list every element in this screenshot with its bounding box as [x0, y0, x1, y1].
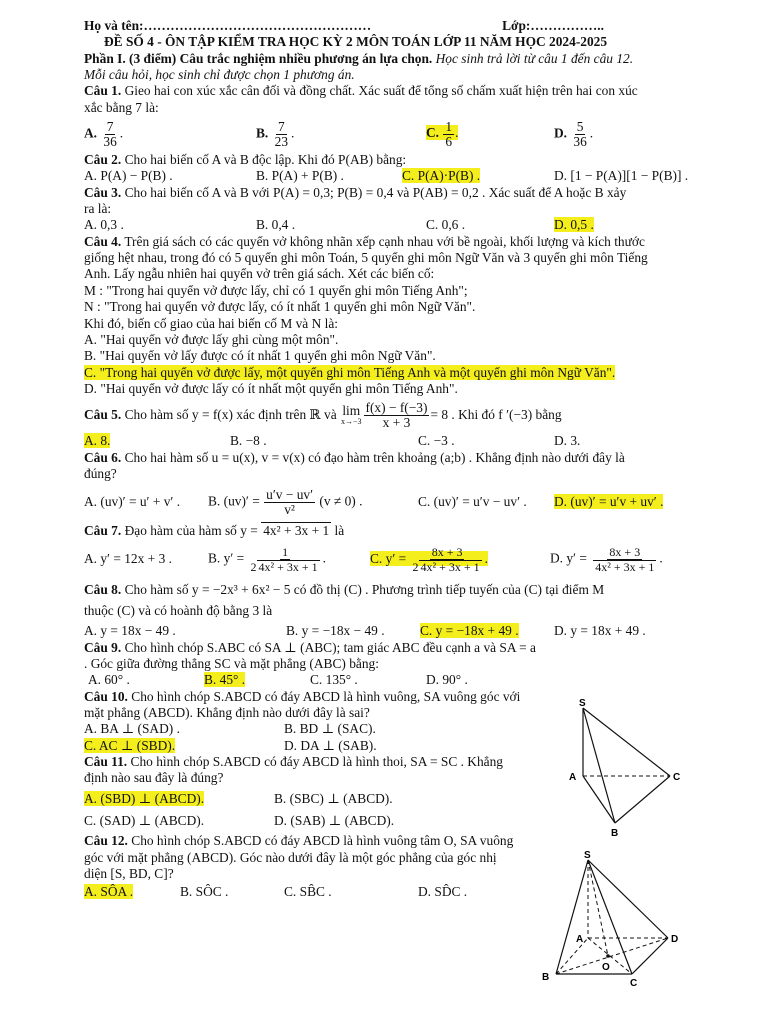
option-c[interactable]: C. "Trong hai quyển vở được lấy, một quyển ghi môn Tiếng Anh và một quyển ghi môn Ngữ Văn". — [84, 364, 616, 380]
question-number: Câu 12. — [84, 833, 128, 849]
option-c[interactable]: C. AC ⊥ (SBD). — [84, 737, 176, 753]
question-text: ra là: — [84, 201, 112, 217]
option-c[interactable]: C. y′ = $\frac{8x + 3}{\text{2 4x² + 3x + 1}}$ . — [370, 545, 489, 574]
option-a[interactable]: A. (SBD) ⊥ (ABCD). — [84, 790, 205, 806]
option-d[interactable]: D. "Hai quyển vở được lấy có ít nhất một quyển ghi môn Tiếng Anh". — [84, 380, 458, 396]
question-5 — [84, 397, 684, 433]
vertex-s-label: S — [584, 850, 591, 861]
option-a[interactable]: A. 8. — [84, 433, 111, 449]
event-n: N : "Trong hai quyển vở được lấy, có ít nhất 1 quyển ghi môn Ngữ Văn". — [84, 299, 476, 315]
question-text: Trên giá sách có các quyển vở không nhãn xếp cạnh nhau với bề ngoài, khối lượng và kích thước — [124, 233, 645, 249]
question-text: Đạo hàm của hàm số y = — [124, 523, 258, 539]
option-b[interactable]: B. y = −18x − 49 . — [286, 623, 385, 639]
option-b[interactable]: B. y′ = $\frac{1}{\text{2 4x² + 3x + 1}}$ . — [208, 545, 327, 574]
part-instruction: Học sinh trả lời từ câu 1 đến câu 12. — [435, 50, 634, 66]
question-text: Cho hình chóp S.ABCD có đáy ABCD là hình vuông tâm O, SA vuông — [131, 833, 514, 849]
q2-options — [84, 168, 689, 184]
option-c[interactable]: C. SB̂C . — [284, 884, 332, 900]
question-text: thuộc (C) và có hoành độ bằng 3 là — [84, 602, 273, 618]
vertex-a-label: A — [576, 934, 584, 945]
option-c[interactable]: C. 0,6 . — [426, 217, 466, 233]
question-9 — [84, 640, 684, 656]
option-d[interactable]: D. SD̂C . — [418, 884, 468, 900]
question-text: = 8 . Khi đó f ′(−3) bằng — [430, 407, 562, 423]
radical-expr: 4x² + 3x + 1 — [263, 523, 330, 539]
option-b[interactable]: B. $\frac{7}{23}$ . — [256, 118, 295, 149]
question-text: Khi đó, biến cố giao của hai biến cố M và N là: — [84, 315, 338, 331]
question-text: Cho hình chóp S.ABCD có đáy ABCD là hình vuông, SA vuông góc với — [131, 688, 521, 704]
vertex-c-label: C — [673, 772, 681, 783]
option-b[interactable]: B. SÔC . — [180, 884, 229, 900]
question-3 — [84, 185, 684, 201]
question-6 — [84, 450, 684, 466]
limit-operator: lim x→−3 — [341, 402, 362, 427]
option-d[interactable]: D. 0,5 . — [554, 217, 594, 233]
q6-options — [84, 482, 684, 522]
option-a[interactable]: A. "Hai quyển vở được lấy ghi cùng một môn". — [84, 331, 339, 347]
limit-fraction: $\frac{f(x) - f(-3)}{x + 3}$ — [365, 399, 428, 430]
option-a[interactable]: A. 0,3 . — [84, 217, 124, 233]
exam-title: ĐỀ SỐ 4 - ÔN TẬP KIỂM TRA HỌC KỲ 2 MÔN TOÁN LỚP 11 NĂM HỌC 2024-2025 — [104, 34, 608, 50]
vertex-d-label: D — [671, 934, 679, 945]
option-a[interactable]: A. y = 18x − 49 . — [84, 623, 176, 639]
question-text: Cho hàm số y = −2x³ + 6x² − 5 có đồ thị (C) . Phương trình tiếp tuyến của (C) tại điểm M — [124, 581, 605, 597]
option-c[interactable]: C. (uv)′ = u′v − uv′ . — [418, 494, 527, 510]
vertex-o-label: O — [602, 962, 610, 973]
option-d[interactable]: D. y′ = $\frac{8x + 3}{\text{4x² + 3x + 1}}$ . — [550, 545, 663, 574]
vertex-b-label: B — [542, 972, 550, 983]
option-a[interactable]: A. SÔA . — [84, 884, 134, 900]
option-b[interactable]: B. 45° . — [204, 672, 246, 688]
question-text: là — [334, 523, 345, 539]
option-d[interactable]: D. [1 − P(A)][1 − P(B)] . — [554, 168, 689, 184]
question-number: Câu 2. — [84, 152, 122, 168]
question-text: mặt phẳng (ABCD). Khẳng định nào dưới đây là sai? — [84, 705, 370, 720]
part-note: Mỗi câu hỏi, học sinh chỉ được chọn 1 phương án. — [84, 67, 355, 83]
option-c[interactable]: C. (SAD) ⊥ (ABCD). — [84, 813, 205, 829]
option-d[interactable]: D. y = 18x + 49 . — [554, 623, 646, 639]
option-a[interactable]: A. 60° . — [88, 672, 130, 688]
option-d[interactable]: D. DA ⊥ (SAB). — [284, 737, 377, 753]
option-d[interactable]: D. (uv)′ = u′v + uv′ . — [554, 494, 664, 510]
option-c[interactable]: C. $\frac{1}{6}$ . — [426, 118, 459, 149]
question-text: Cho hình chóp S.ABC có SA ⊥ (ABC); tam giác ABC đều cạnh a và SA = a — [124, 639, 536, 655]
question-2 — [84, 152, 684, 168]
question-7 — [84, 522, 684, 539]
option-d[interactable]: D. 3. — [554, 433, 581, 449]
question-number: Câu 6. — [84, 449, 122, 465]
vertex-b-label: B — [611, 828, 619, 838]
question-text: Cho hai biến cố A và B với P(A) = 0,3; P(B) = 0,4 và P(AB) = 0,2 . Xác suất để A hoặc B xảy — [124, 184, 627, 200]
question-number: Câu 10. — [84, 688, 128, 704]
q8-options — [84, 623, 684, 639]
option-a[interactable]: A. BA ⊥ (SAD) . — [84, 721, 180, 737]
vertex-s-label: S — [579, 698, 586, 709]
option-c[interactable]: C. 135° . — [310, 672, 358, 688]
option-b[interactable]: B. 0,4 . — [256, 217, 296, 233]
option-c[interactable]: C. P(A)·P(B) . — [402, 168, 481, 184]
question-text: Gieo hai con xúc xắc cân đối và đồng chất. Xác suất để tổng số chấm xuất hiện trên hai con xúc — [124, 83, 638, 99]
question-4 — [84, 234, 684, 250]
q1-options — [84, 116, 684, 152]
option-c[interactable]: C. y = −18x + 49 . — [420, 623, 519, 639]
name-field-label: Họ và tên:…………………………………………… — [84, 18, 372, 33]
question-text: Cho hai hàm số u = u(x), v = v(x) có đạo hàm trên khoảng (a;b) . Khẳng định nào dưới đây là — [124, 449, 625, 465]
question-text: định nào sau đây là đúng? — [84, 770, 224, 786]
header-row — [84, 18, 604, 34]
question-text: góc với mặt phẳng (ABCD). Góc nào dưới đây là một góc phẳng của góc nhị — [84, 849, 497, 865]
question-text: diện [S, BD, C]? — [84, 866, 174, 882]
part-heading: Phần I. (3 điểm) Câu trắc nghiệm nhiều phương án lựa chọn. — [84, 50, 433, 66]
class-field-label: Lớp:…………….. — [502, 18, 604, 33]
q3-options — [84, 217, 684, 233]
option-d[interactable]: D. 90° . — [426, 672, 468, 688]
question-1 — [84, 83, 684, 99]
option-b[interactable]: B. P(A) + P(B) . — [256, 168, 344, 184]
vertex-a-label: A — [569, 772, 577, 783]
question-text: đúng? — [84, 465, 117, 481]
option-d[interactable]: D. (SAB) ⊥ (ABCD). — [274, 813, 395, 829]
question-number: Câu 3. — [84, 184, 122, 200]
question-text: giống hệt nhau, trong đó có 5 quyển ghi môn Toán, 5 quyển ghi môn Ngữ Văn và 3 quyển ghi môn Tiếng — [84, 250, 648, 266]
pyramid-sabc-figure — [565, 698, 690, 838]
option-a[interactable]: A. P(A) − P(B) . — [84, 168, 173, 184]
question-number: Câu 9. — [84, 639, 122, 655]
option-d[interactable]: D. $\frac{5}{36}$ . — [554, 118, 594, 149]
pyramid-sabcd-figure — [540, 848, 690, 988]
option-a[interactable]: A. y′ = 12x + 3 . — [84, 551, 172, 567]
q7-options — [84, 540, 684, 580]
option-c[interactable]: C. −3 . — [418, 433, 455, 449]
question-number: Câu 1. — [84, 83, 122, 99]
option-a[interactable]: A. (uv)′ = u′ + v′ . — [84, 494, 181, 510]
option-b[interactable]: B. (uv)′ = $\frac{u'v - uv'}{\text{v²}}$ (v ≠ 0) . — [208, 486, 363, 517]
question-number: Câu 4. — [84, 233, 122, 249]
question-text: Anh. Lấy ngẫu nhiên hai quyển vở trên giá sách. Xét các biến cố: — [84, 266, 435, 282]
question-text: . Góc giữa đường thẳng SC và mặt phẳng (ABC) bằng: — [84, 655, 379, 671]
question-number: Câu 11. — [84, 754, 128, 770]
option-b[interactable]: B. (SBC) ⊥ (ABCD). — [274, 790, 393, 806]
question-text: Cho hai biến cố A và B độc lập. Khi đó P(AB) bằng: — [124, 152, 407, 168]
option-b[interactable]: B. BD ⊥ (SAC). — [284, 721, 376, 737]
question-text: Cho hình chóp S.ABCD có đáy ABCD là hình thoi, SA = SC . Khẳng — [130, 754, 503, 770]
question-number: Câu 8. — [84, 581, 122, 597]
question-8 — [84, 582, 684, 598]
q9-options — [84, 672, 684, 688]
vertex-c-label: C — [630, 978, 638, 988]
question-text: xắc bằng 7 là: — [84, 99, 159, 115]
option-a[interactable]: A. $\frac{7}{36}$ . — [84, 118, 124, 149]
q5-options — [84, 433, 684, 449]
question-number: Câu 7. — [84, 523, 122, 539]
option-b[interactable]: B. −8 . — [230, 433, 267, 449]
question-number: Câu 5. — [84, 407, 122, 423]
event-m: M : "Trong hai quyển vở được lấy, chỉ có 1 quyển ghi môn Tiếng Anh"; — [84, 282, 468, 298]
question-text: Cho hàm số y = f(x) xác định trên ℝ và — [124, 407, 337, 423]
option-b[interactable]: B. "Hai quyển vở lấy được có ít nhất 1 quyển ghi môn Ngữ Văn". — [84, 348, 436, 364]
